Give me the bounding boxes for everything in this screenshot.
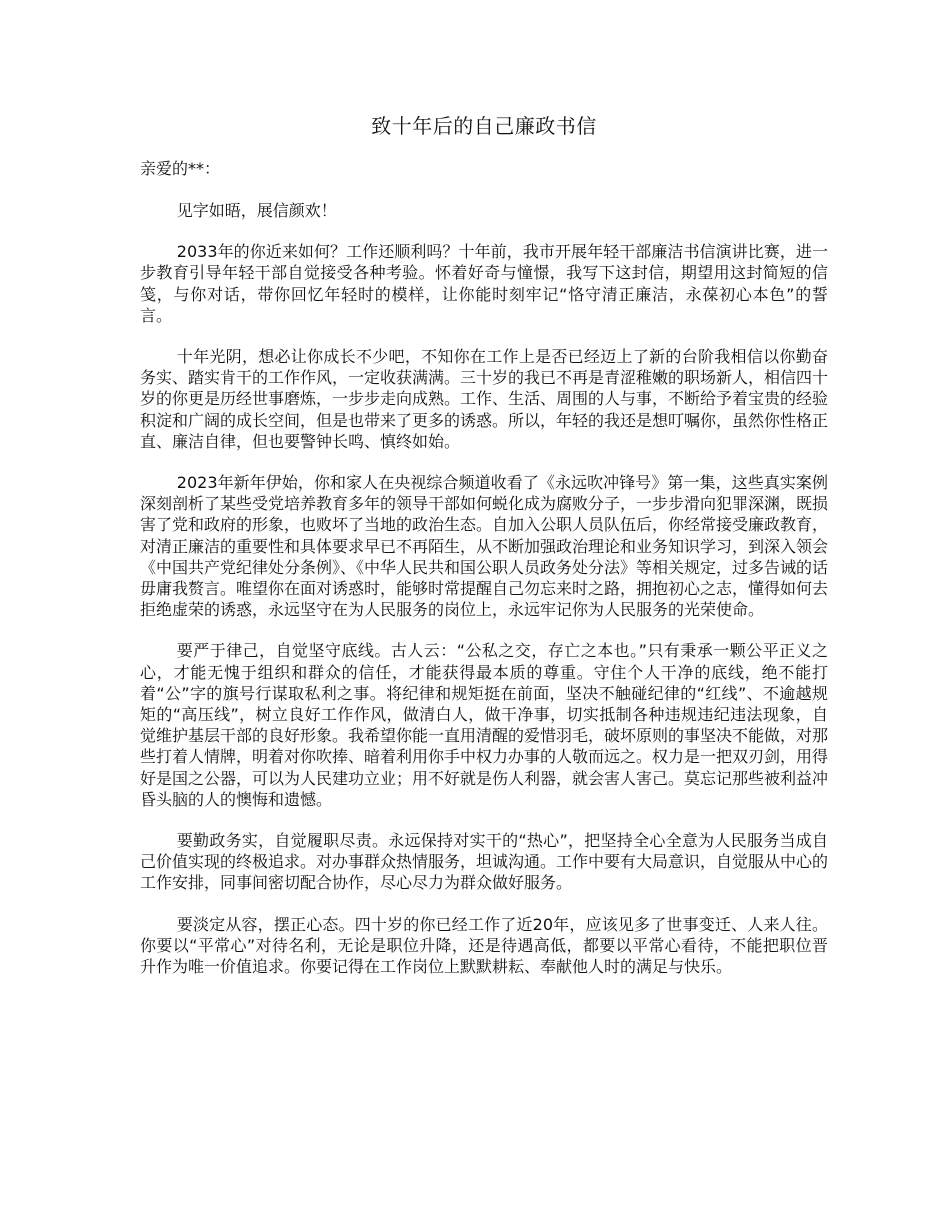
paragraph-composure: 要淡定从容，摆正心态。四十岁的你已经工作了近20年，应该见多了世事变迁、人来人往。你要以“平常心”对待名利，无论是职位升降，还是待遇高低，都要以平常心看待，不能把职位晋升作为唯一价值追求。你要记得在工作岗位上默默耕耘、奉献他人时的满足与快乐。 bbox=[140, 914, 828, 977]
paragraph-diligence: 要勤政务实，自觉履职尽责。永远保持对实干的“热心”，把坚持全心全意为人民服务当成自己价值实现的终极追求。对办事群众热情服务，坦诚沟通。工作中要有大局意识，自觉服从中心的工作安排，同事间密切配合协作，尽心尽力为群众做好服务。 bbox=[140, 831, 829, 893]
salutation: 亲爱的**： bbox=[140, 159, 221, 178]
page-title: 致十年后的自己廉政书信 bbox=[371, 114, 597, 138]
paragraph-ten-years: 十年光阴，想必让你成长不少吧，不知你在工作上是否已经迈上了新的台阶我相信以你勤奋务实、踏实肯干的工作作风，一定收获满满。三十岁的我已不再是青涩稚嫩的职场新人，相信四十岁的你更是历经世事磨炼，一步步走向成熟。工作、生活、周围的人与事，不断给予着宝贵的经验积淀和广阔的成长空间，但是也带来了更多的诱惑。所以，年轻的我还是想叮嘱你，虽然你性格正直、廉洁自律，但也要警钟长鸣、慎终如始。 bbox=[140, 347, 829, 451]
paragraph-self-discipline: 要严于律己，自觉坚守底线。古人云：“公私之交，存亡之本也。”只有秉承一颗公平正义之心，才能无愧于组织和群众的信任，才能获得最本质的尊重。守住个人干净的底线，绝不能打着“公”字的旗号行谋取私利之事。将纪律和规矩挺在前面，坚决不触碰纪律的“红线”、不逾越规矩的“高压线”，树立良好工作作风，做清白人，做干净事，切实抵制各种违规违纪违法现象，自觉维护基层干部的良好形象。我希望你能一直用清醒的爱惜羽毛，破坏原则的事坚决不能做，对那些打着人情牌，明着对你吹捧、暗着利用你手中权力办事的人敬而远之。权力是一把双刃剑，用得好是国之公器，可以为人民建功立业；用不好就是伤人利器，就会害人害己。莫忘记那些被利益冲昏头脑的人的懊悔和遗憾。 bbox=[140, 641, 829, 809]
paragraph-intro: 2033年的你近来如何？工作还顺利吗？十年前，我市开展年轻干部廉洁书信演讲比赛，进一步教育引导年轻干部自觉接受各种考验。怀着好奇与憧憬，我写下这封信，期望用这封简短的信笺，与你对话，带你回忆年轻时的模样，让你能时刻牢记“恪守清正廉洁，永葆初心本色”的誓言。 bbox=[140, 242, 828, 325]
paragraph-greeting: 见字如晤，展信颜欢！ bbox=[176, 201, 337, 220]
paragraph-education: 2023年新年伊始，你和家人在央视综合频道收看了《永远吹冲锋号》第一集，这些真实案例深刻剖析了某些受党培养教育多年的领导干部如何蜕化成为腐败分子，一步步滑向犯罪深渊，既损害了党和政府的形象，也败坏了当地的政治生态。自加入公职人员队伍后，你经常接受廉政教育，对清正廉洁的重要性和具体要求早已不再陌生，从不断加强政治理论和业务知识学习，到深入领会《中国共产党纪律处分条例》、《中华人民共和国公职人员政务处分法》等相关规定，过多告诫的话毋庸我赘言。唯望你在面对诱惑时，能够时常提醒自己勿忘来时之路，拥抱初心之志，懂得如何去拒绝虚荣的诱惑，永远坚守在为人民服务的岗位上，永远牢记你为人民服务的光荣使命。 bbox=[140, 473, 829, 620]
letter-page bbox=[140, 0, 828, 1230]
letter-body bbox=[140, 200, 828, 997]
